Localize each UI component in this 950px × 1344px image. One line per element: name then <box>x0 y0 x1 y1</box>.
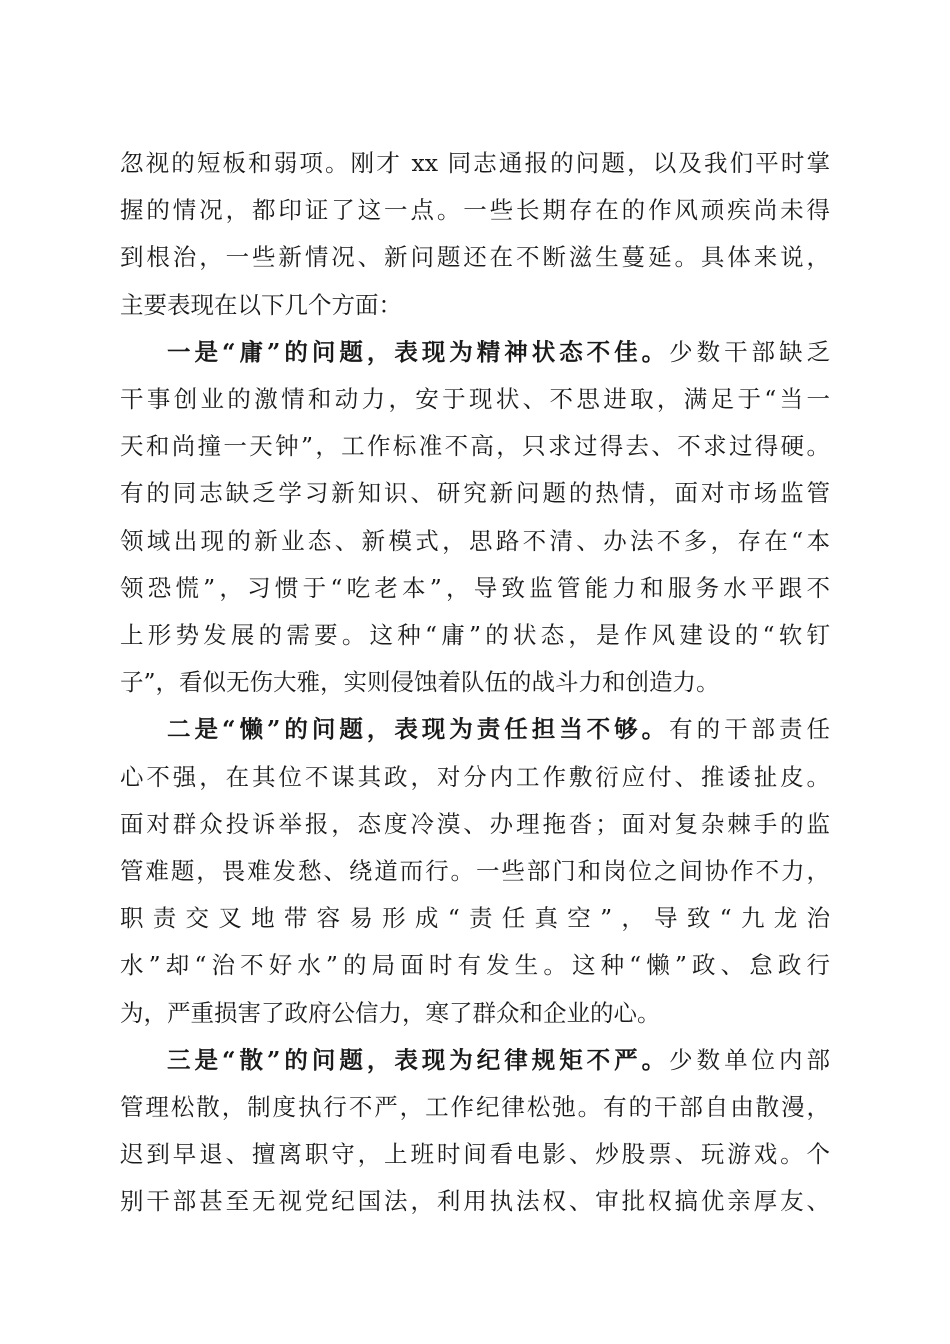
text-line: 心不强，在其位不谋其政，对分内工作敷衍应付、推诿扯皮。 <box>120 762 830 791</box>
text-line: 上形势发展的需要。这种“庸”的状态，是作风建设的“软钉 <box>120 621 830 650</box>
document-body <box>120 140 830 1226</box>
text-line: 到根治，一些新情况、新问题还在不断滋生蔓延。具体来说， <box>120 243 830 272</box>
text-line: 天和尚撞一天钟”，工作标准不高，只求过得去、不求过得硬。 <box>120 432 830 461</box>
text-line: 别干部甚至无视党纪国法，利用执法权、审批权搞优亲厚友、 <box>120 1187 830 1216</box>
text-line: 领恐慌”，习惯于“吃老本”，导致监管能力和服务水平跟不 <box>120 573 830 602</box>
text-line: 为，严重损害了政府公信力，寒了群众和企业的心。 <box>120 998 661 1027</box>
text-line-first <box>120 706 830 753</box>
text-line: 管理松散，制度执行不严，工作纪律松弛。有的干部自由散漫， <box>120 1093 830 1122</box>
text-line-first <box>120 329 830 376</box>
paragraph-lead: 三是“散”的问题，表现为纪律规矩不严。 <box>167 1045 670 1074</box>
paragraph-lead: 二是“懒”的问题，表现为责任担当不够。 <box>167 715 670 744</box>
text-line: 握的情况，都印证了这一点。一些长期存在的作风顽疾尚未得 <box>120 196 830 225</box>
text-line: 干事创业的激情和动力，安于现状、不思进取，满足于“当一 <box>120 385 830 414</box>
paragraph-lan <box>120 706 830 1036</box>
text-line: 面对群众投诉举报，态度冷漠、办理拖沓；面对复杂棘手的监 <box>120 809 830 838</box>
paragraph-san <box>120 1037 830 1226</box>
text-line: 迟到早退、擅离职守，上班时间看电影、炒股票、玩游戏。个 <box>120 1140 830 1169</box>
text-line: 忽视的短板和弱项。刚才 xx 同志通报的问题，以及我们平时掌 <box>120 149 830 177</box>
paragraph-intro <box>120 140 830 329</box>
text-line: 主要表现在以下几个方面： <box>120 290 402 319</box>
text-line-rest: 少数单位内部 <box>669 1045 830 1074</box>
text-line-rest: 有的干部责任 <box>669 715 830 744</box>
text-line: 有的同志缺乏学习新知识、研究新问题的热情，面对市场监管 <box>120 479 830 508</box>
text-line: 子”，看似无伤大雅，实则侵蚀着队伍的战斗力和创造力。 <box>120 668 720 697</box>
text-line: 领域出现的新业态、新模式，思路不清、办法不多，存在“本 <box>120 526 830 555</box>
text-line: 水”却“治不好水”的局面时有发生。这种“懒”政、怠政行 <box>120 951 830 980</box>
paragraph-lead: 一是“庸”的问题，表现为精神状态不佳。 <box>167 337 670 366</box>
text-line-rest: 少数干部缺乏 <box>669 337 830 366</box>
text-line: 管难题，畏难发愁、绕道而行。一些部门和岗位之间协作不力， <box>120 857 830 886</box>
text-line-first <box>120 1037 830 1084</box>
text-line: 职责交叉地带容易形成“责任真空”，导致“九龙治 <box>120 904 830 933</box>
paragraph-yong <box>120 329 830 707</box>
